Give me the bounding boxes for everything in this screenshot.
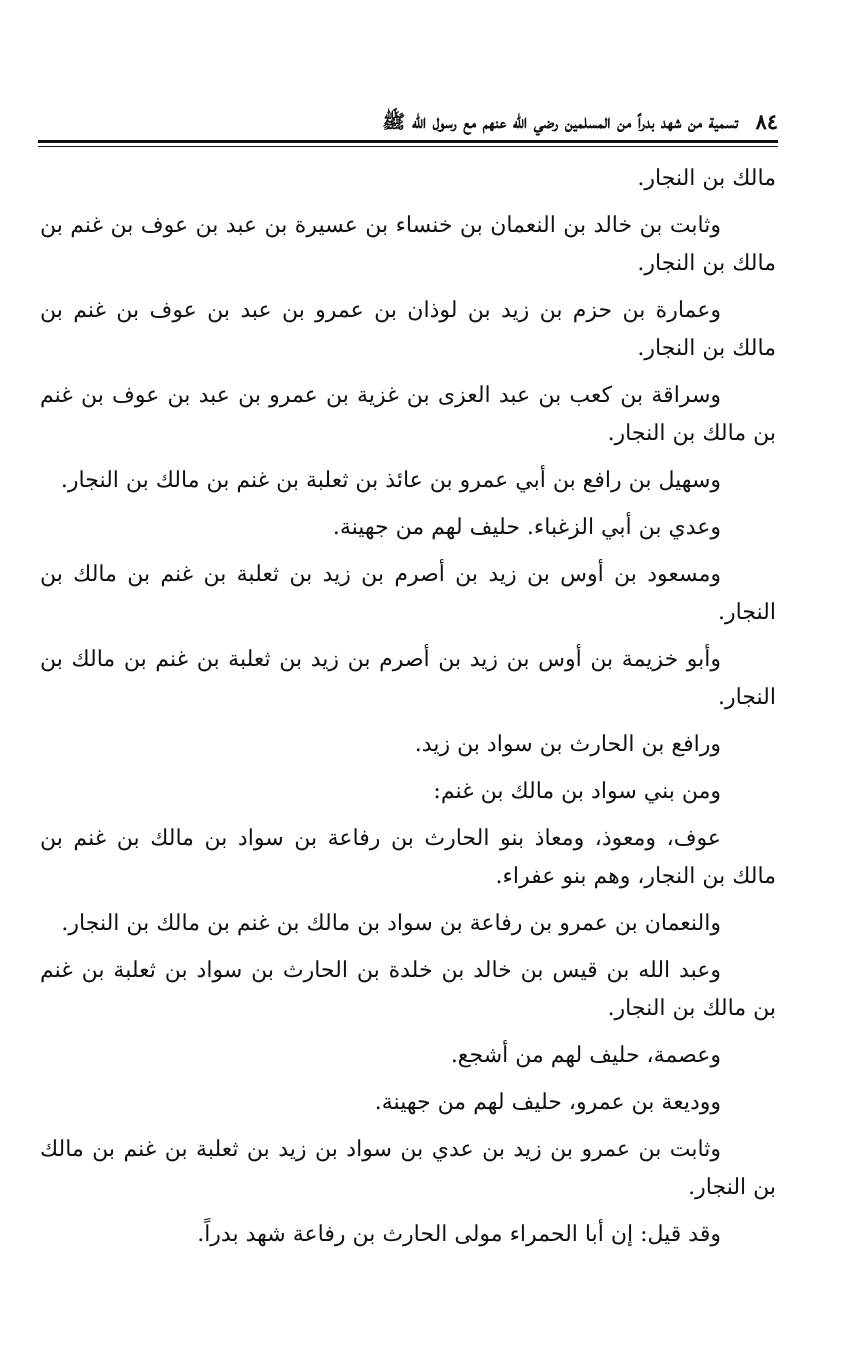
paragraph-11: عوف، ومعوذ، ومعاذ بنو الحارث بن رفاعة بن سواد بن مالك بن غنم بن مالك بن النجار، وهم بنو عفراء. bbox=[40, 826, 776, 889]
paragraph-3: وعمارة بن حزم بن زيد بن لوذان بن عمرو بن عبد بن عوف بن غنم بن مالك بن النجار. bbox=[40, 298, 776, 361]
paragraph-15: ووديعة بن عمرو، حليف لهم من جهينة. bbox=[374, 1090, 721, 1115]
paragraph-13: وعبد الله بن قيس بن خالد بن خلدة بن الحارث بن سواد بن ثعلبة بن غنم بن مالك بن النجار. bbox=[40, 958, 776, 1021]
paragraph-16: وثابت بن عمرو بن زيد بن عدي بن سواد بن زيد بن ثعلبة بن غنم بن مالك بن النجار. bbox=[40, 1137, 776, 1200]
paragraph-17: وقد قيل: إن أبا الحمراء مولى الحارث بن رفاعة شهد بدراً. bbox=[197, 1222, 721, 1247]
body-text bbox=[40, 160, 776, 1263]
paragraph-5: وسهيل بن رافع بن أبي عمرو بن عائذ بن ثعلبة بن غنم بن مالك بن النجار. bbox=[60, 468, 721, 493]
page-number: ٨٤ bbox=[755, 109, 778, 134]
paragraph-6: وعدي بن أبي الزغباء. حليف لهم من جهينة. bbox=[332, 515, 721, 540]
paragraph-10: ومن بني سواد بن مالك بن غنم: bbox=[433, 779, 721, 804]
paragraph-14: وعصمة، حليف لهم من أشجع. bbox=[450, 1043, 721, 1068]
paragraph-8: وأبو خزيمة بن أوس بن زيد بن أصرم بن زيد بن ثعلبة بن غنم بن مالك بن النجار. bbox=[40, 647, 776, 710]
running-header bbox=[38, 108, 778, 138]
paragraph-7: ومسعود بن أوس بن زيد بن أصرم بن زيد بن ثعلبة بن غنم بن مالك بن النجار. bbox=[40, 562, 776, 625]
paragraph-12: والنعمان بن عمرو بن رفاعة بن سواد بن مالك بن غنم بن مالك بن النجار. bbox=[61, 911, 721, 936]
header-rule-thick bbox=[38, 140, 778, 143]
paragraph-4: وسراقة بن كعب بن عبد العزى بن غزية بن عمرو بن عبد بن عوف بن غنم بن مالك بن النجار. bbox=[40, 383, 776, 446]
header-rule-thin bbox=[38, 146, 778, 147]
paragraph-9: ورافع بن الحارث بن سواد بن زيد. bbox=[414, 732, 721, 757]
header-title: تسمية من شهد بدراً من المسلمين رضي الله عنهم مع رسول الله ﷺ bbox=[382, 111, 738, 133]
paragraph-2: وثابت بن خالد بن النعمان بن خنساء بن عسيرة بن عبد بن عوف بن غنم بن مالك بن النجار. bbox=[40, 213, 776, 276]
paragraph-1: مالك بن النجار. bbox=[637, 166, 776, 191]
